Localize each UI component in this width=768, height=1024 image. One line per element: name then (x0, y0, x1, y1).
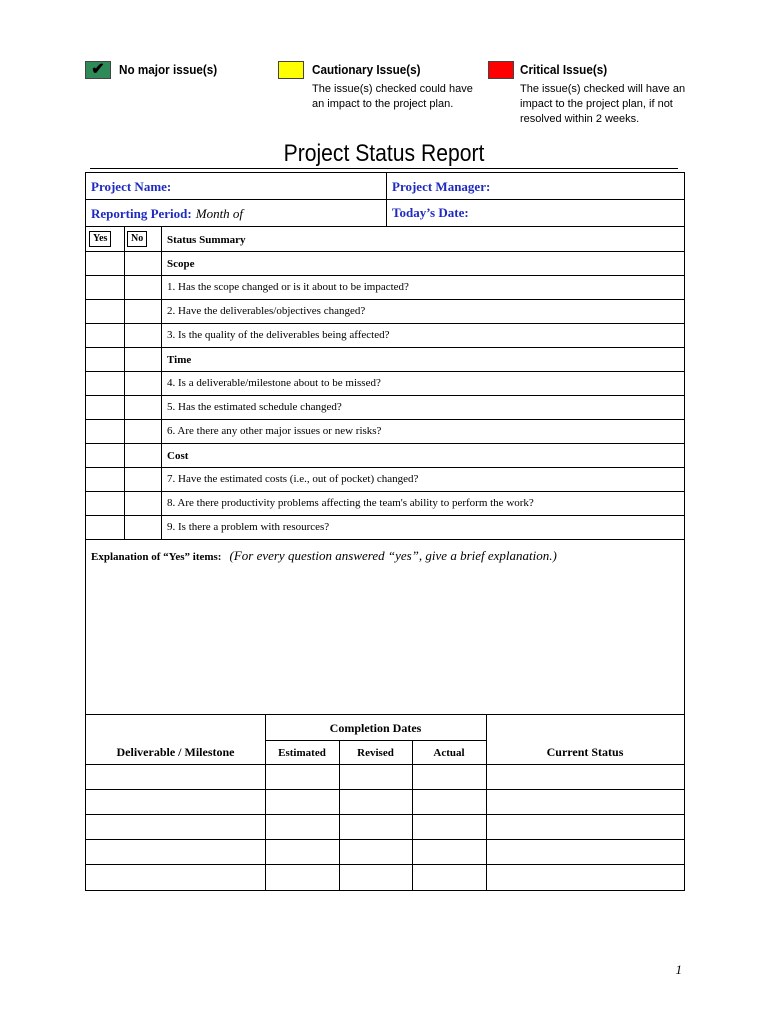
cautionary-issue-swatch (278, 61, 304, 79)
no-major-issue-title: No major issue(s) (119, 62, 218, 77)
status-cell[interactable] (486, 840, 684, 864)
explanation-label: Explanation of “Yes” items: (91, 551, 222, 563)
yes-checkbox-2[interactable] (86, 300, 124, 323)
revised-cell[interactable] (339, 765, 412, 789)
question-text-7: 7. Have the estimated costs (i.e., out of pocket) changed? (167, 473, 419, 485)
page-number: 1 (675, 962, 682, 977)
no-checkbox-7[interactable] (124, 468, 161, 491)
milestone-cell[interactable] (86, 790, 265, 814)
question-text-1: 1. Has the scope changed or is it about to be impacted? (167, 281, 409, 293)
yes-checkbox-4[interactable] (86, 372, 124, 395)
actual-header: Actual (433, 747, 465, 759)
status-summary-header (86, 227, 684, 252)
revised-cell[interactable] (339, 865, 412, 890)
milestone-header-cell (86, 715, 265, 764)
question-row-8 (86, 492, 684, 516)
title-divider (90, 168, 678, 169)
yes-checkbox-7[interactable] (86, 468, 124, 491)
project-name-cell[interactable] (86, 173, 386, 199)
question-row-5 (86, 396, 684, 420)
revised-header: Revised (357, 747, 394, 759)
status-cell[interactable] (486, 865, 684, 890)
no-checkbox-3[interactable] (124, 324, 161, 347)
deliverable-row (86, 815, 684, 840)
status-cell[interactable] (486, 790, 684, 814)
yes-column-header: Yes (89, 231, 111, 247)
milestone-cell[interactable] (86, 765, 265, 789)
milestone-header: Deliverable / Milestone (116, 745, 235, 759)
no-checkbox-6[interactable] (124, 420, 161, 443)
reporting-period-label: Reporting Period: (91, 206, 192, 221)
revised-cell[interactable] (339, 815, 412, 839)
yes-checkbox-8[interactable] (86, 492, 124, 515)
question-row-7 (86, 468, 684, 492)
critical-issue-description: The issue(s) checked will have an impact to the project plan, if not resolved within 2 weeks. (520, 83, 686, 125)
no-checkbox-8[interactable] (124, 492, 161, 515)
no-checkbox-5[interactable] (124, 396, 161, 419)
deliverable-row (86, 790, 684, 815)
todays-date-cell[interactable] (386, 200, 684, 226)
explanation-hint: (For every question answered “yes”, give a brief explanation.) (229, 548, 557, 563)
no-checkbox-2[interactable] (124, 300, 161, 323)
section-row-cost (86, 444, 684, 468)
question-text-2: 2. Have the deliverables/objectives changed? (167, 305, 366, 317)
actual-cell[interactable] (412, 840, 486, 864)
explanation-area[interactable] (86, 540, 684, 715)
milestone-cell[interactable] (86, 840, 265, 864)
status-report-form (85, 172, 685, 891)
completion-dates-header: Completion Dates (329, 721, 422, 735)
deliverables-header (86, 715, 684, 765)
project-manager-label: Project Manager: (392, 179, 491, 194)
question-text-4: 4. Is a deliverable/milestone about to be missed? (167, 377, 381, 389)
question-row-9 (86, 516, 684, 540)
current-status-header: Current Status (546, 745, 624, 759)
actual-cell[interactable] (412, 790, 486, 814)
estimated-cell[interactable] (265, 790, 339, 814)
milestone-cell[interactable] (86, 815, 265, 839)
estimated-cell[interactable] (265, 840, 339, 864)
critical-issue-title: Critical Issue(s) (520, 62, 608, 77)
estimated-cell[interactable] (265, 765, 339, 789)
question-text-3: 3. Is the quality of the deliverables being affected? (167, 329, 390, 341)
reporting-row (86, 200, 684, 227)
question-row-3 (86, 324, 684, 348)
question-row-1 (86, 276, 684, 300)
status-cell[interactable] (486, 815, 684, 839)
question-row-4 (86, 372, 684, 396)
reporting-period-value: Month of (195, 206, 244, 221)
project-manager-cell[interactable] (386, 173, 684, 199)
estimated-cell[interactable] (265, 865, 339, 890)
actual-cell[interactable] (412, 865, 486, 890)
cautionary-issue-description: The issue(s) checked could have an impact to the project plan. (312, 83, 473, 110)
actual-cell[interactable] (412, 765, 486, 789)
yes-checkbox-9[interactable] (86, 516, 124, 539)
question-row-2 (86, 300, 684, 324)
no-checkbox-4[interactable] (124, 372, 161, 395)
estimated-cell[interactable] (265, 815, 339, 839)
section-row-scope (86, 252, 684, 276)
deliverable-row (86, 865, 684, 890)
no-major-issue-swatch (85, 61, 111, 79)
status-cell[interactable] (486, 765, 684, 789)
yes-checkbox-1[interactable] (86, 276, 124, 299)
milestone-cell[interactable] (86, 865, 265, 890)
yes-checkbox-5[interactable] (86, 396, 124, 419)
project-name-label: Project Name: (91, 179, 172, 194)
document-title: Project Status Report (283, 140, 485, 167)
deliverable-row (86, 840, 684, 865)
no-column-header: No (127, 231, 147, 247)
yes-checkbox-6[interactable] (86, 420, 124, 443)
section-label-time: Time (167, 354, 192, 366)
revised-cell[interactable] (339, 840, 412, 864)
actual-cell[interactable] (412, 815, 486, 839)
status-summary-title: Status Summary (167, 234, 246, 246)
section-label-cost: Cost (167, 450, 189, 462)
cautionary-issue-title: Cautionary Issue(s) (312, 62, 421, 77)
question-text-6: 6. Are there any other major issues or new risks? (167, 425, 382, 437)
question-text-9: 9. Is there a problem with resources? (167, 521, 330, 533)
project-info-row (86, 173, 684, 200)
revised-cell[interactable] (339, 790, 412, 814)
no-checkbox-9[interactable] (124, 516, 161, 539)
todays-date-label: Today’s Date: (392, 205, 469, 220)
no-checkbox-1[interactable] (124, 276, 161, 299)
check-icon: ✔ (91, 61, 105, 78)
reporting-period-cell[interactable] (86, 200, 386, 226)
question-text-8: 8. Are there productivity problems affecting the team's ability to perform the work? (167, 497, 534, 509)
critical-issue-swatch (488, 61, 514, 79)
yes-checkbox-3[interactable] (86, 324, 124, 347)
question-text-5: 5. Has the estimated schedule changed? (167, 401, 342, 413)
question-row-6 (86, 420, 684, 444)
section-row-time (86, 348, 684, 372)
deliverable-row (86, 765, 684, 790)
section-label-scope: Scope (167, 258, 195, 270)
estimated-header: Estimated (278, 747, 326, 759)
